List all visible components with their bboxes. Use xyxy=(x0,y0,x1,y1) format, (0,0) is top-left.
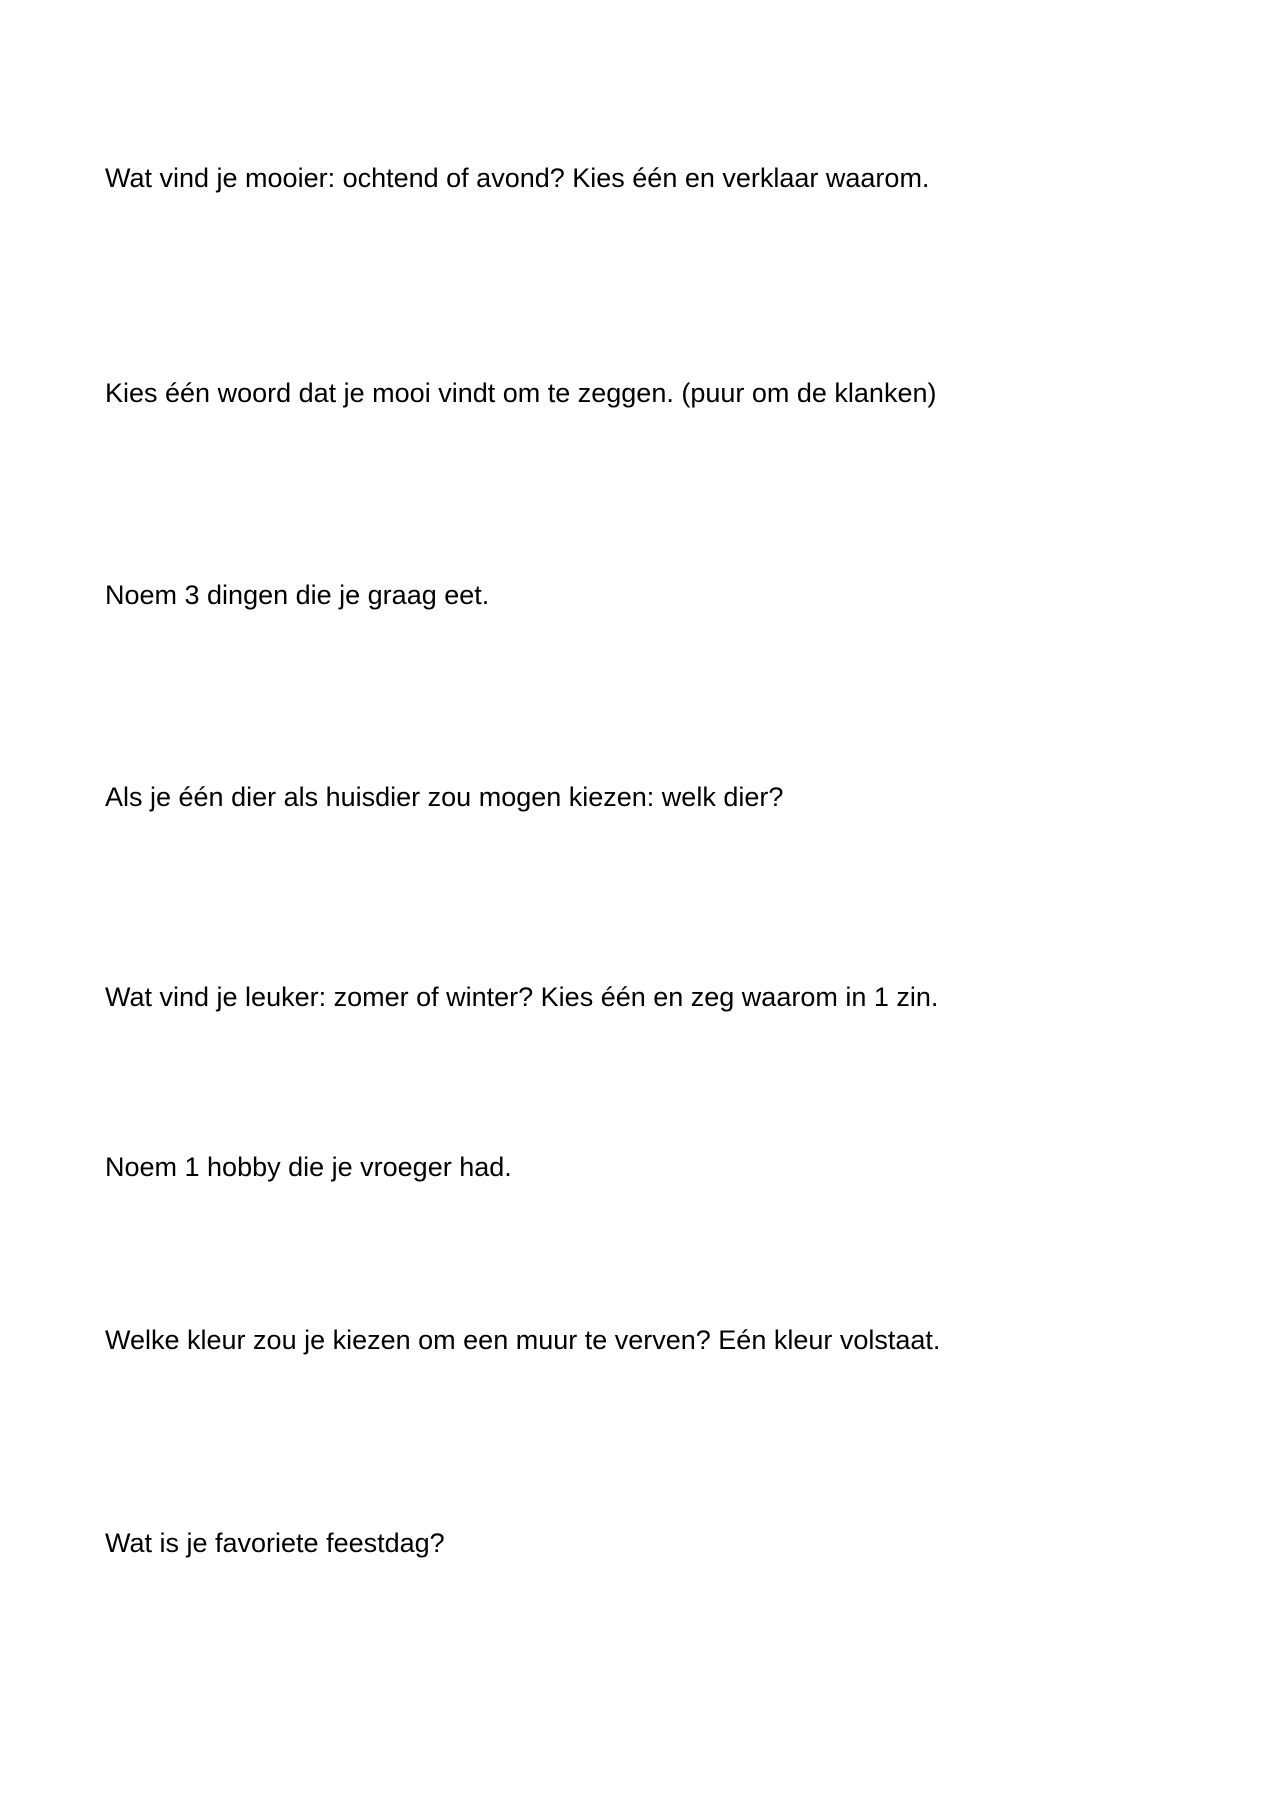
question-line-3: Noem 3 dingen die je graag eet. xyxy=(105,580,490,610)
question-line-6: Noem 1 hobby die je vroeger had. xyxy=(105,1152,512,1182)
question-line-4: Als je één dier als huisdier zou mogen kiezen: welk dier? xyxy=(105,782,784,812)
question-line-7: Welke kleur zou je kiezen om een muur te verven? Eén kleur volstaat. xyxy=(105,1325,941,1355)
question-line-8: Wat is je favoriete feestdag? xyxy=(105,1528,445,1558)
question-line-2: Kies één woord dat je mooi vindt om te zeggen. (puur om de klanken) xyxy=(105,378,937,408)
question-line-5: Wat vind je leuker: zomer of winter? Kies één en zeg waarom in 1 zin. xyxy=(105,982,939,1012)
question-line-1: Wat vind je mooier: ochtend of avond? Kies één en verklaar waarom. xyxy=(105,163,930,193)
